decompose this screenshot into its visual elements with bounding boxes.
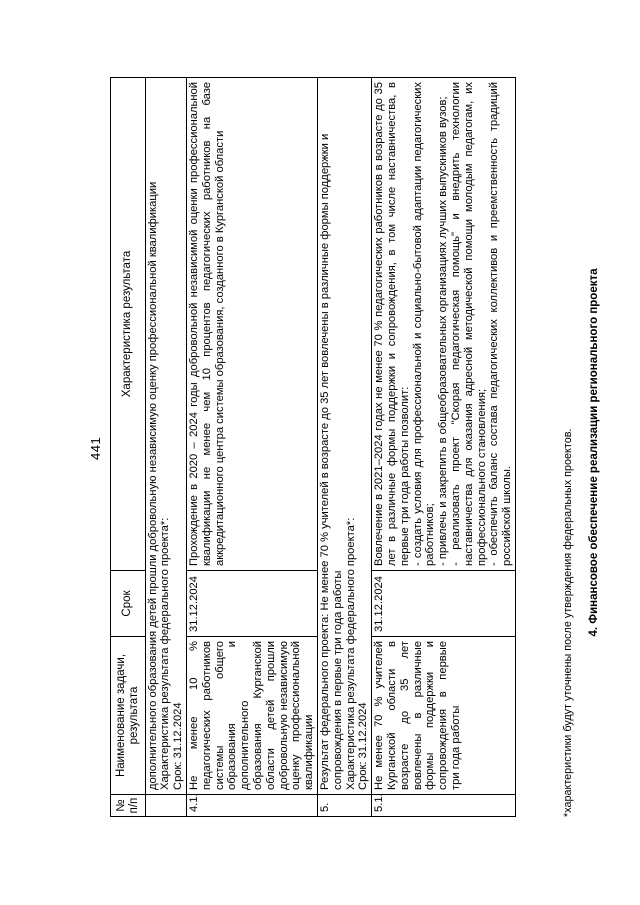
table-row — [317, 78, 371, 817]
federal-result-text: Результат федерального проекта: Не менее 70 % учителей в возрасте до 35 лет вовлечены в различные формы поддержки и сопровождения в первые три года работы Характеристика результата федерального проекта*: Срок: 31.12.2024 — [317, 78, 371, 795]
task-name-cell: Не менее 10 % педагогических работников системы общего образования и дополнительного образования Курганской области детей прошли добровольную независимую оценку профессиональной квалификации — [186, 637, 317, 795]
results-table — [110, 77, 516, 817]
characteristic-cell: Вовлечение в 2021–2024 годах не менее 70 % педагогических работников в возрасте до 35 лет в различные формы поддержки и сопровождения, в том числе наставничества, в первые три года работы позволит: - создать условия для профессиональной и социально-бытовой адаптации педагогических работников; - привлечь и закрепить в общеобразовательных организациях лучших выпускников вузов; - реализовать проект "Скорая педагогическая помощь" и внедрить технологии наставничества для оказания адресной методической помощи молодым педагогам, их профессионального становления; - обеспечить баланс состава педагогических коллективов и преемственность традиций российской школы. — [372, 78, 516, 571]
page-number: 441 — [88, 436, 103, 460]
task-name-cell: Не менее 70 % учителей Курганской области в возрасте до 35 лет вовлечены в различные формы поддержки и сопровождения в первые три года работы — [372, 637, 516, 795]
term-cell: 31.12.2024 — [372, 571, 516, 637]
row-number-cell: 5. — [317, 795, 371, 817]
federal-result-text: дополнительного образования детей прошли добровольную независимую оценку профессиональной квалификации Характеристика результата федерального проекта*: Срок: 31.12.2024 — [145, 78, 186, 795]
header-term: Срок — [111, 571, 146, 637]
characteristic-cell: Прохождение в 2020 – 2024 годы добровольной независимой оценки профессиональной квалификации не менее чем 10 процентов педагогических работников на базе аккредитационного центра системы образования, созданного в Курганской области — [186, 78, 317, 571]
header-characteristic: Характеристика результата — [111, 78, 146, 571]
table-header-row — [111, 78, 146, 817]
row-number-cell — [145, 795, 186, 817]
header-number: № п/п — [111, 795, 146, 817]
row-number-cell: 5.1. — [372, 795, 516, 817]
term-cell: 31.12.2024 — [186, 571, 317, 637]
table-row — [145, 78, 186, 817]
footnote: *характеристики будут уточнены после утверждения федеральных проектов. — [562, 428, 574, 817]
table-row — [372, 78, 516, 817]
section-title: 4. Финансовое обеспечение реализации регионального проекта — [588, 268, 600, 637]
row-number-cell: 4.1. — [186, 795, 317, 817]
table-row — [186, 78, 317, 817]
header-name: Наименование задачи, результата — [111, 637, 146, 795]
